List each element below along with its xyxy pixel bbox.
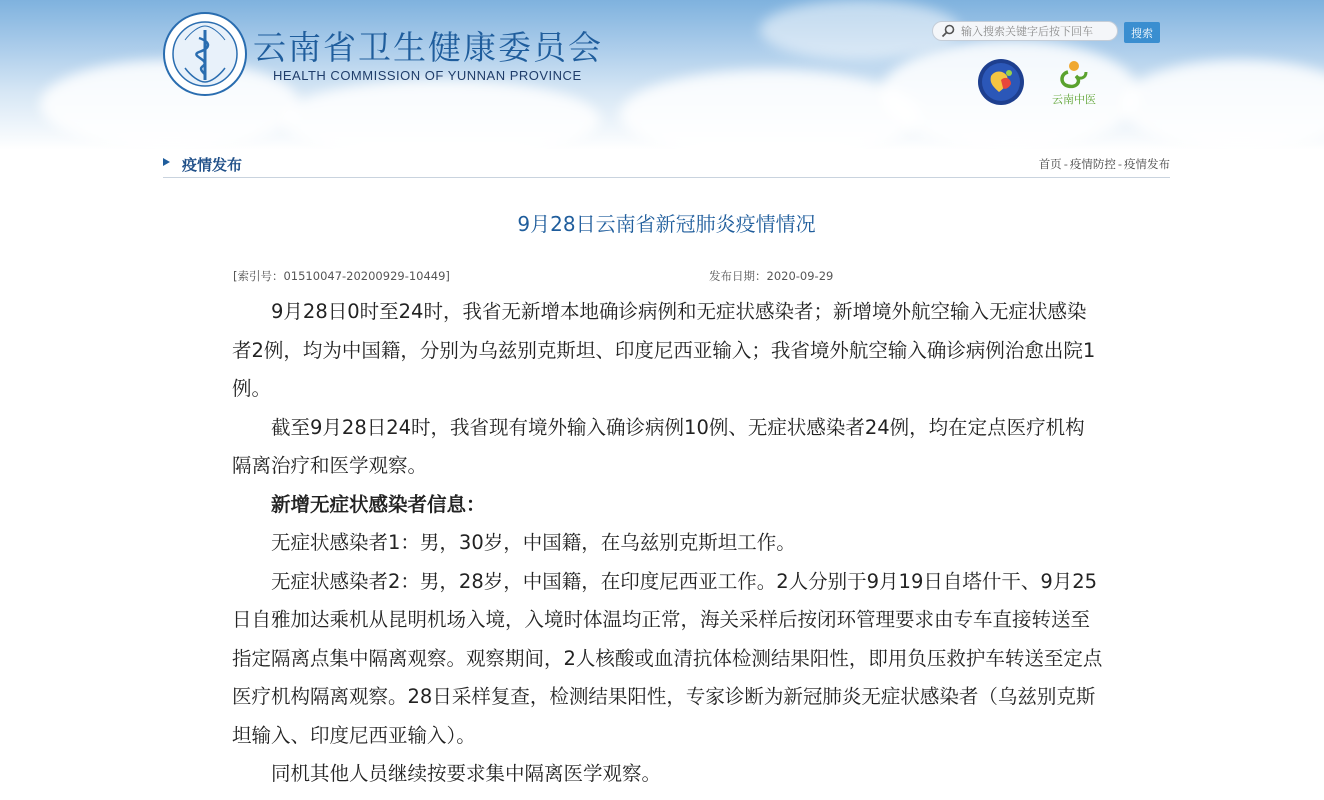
breadcrumb-separator: - bbox=[1117, 157, 1122, 171]
yunnan-tcm-logo-text: 云南中医 bbox=[1052, 93, 1096, 106]
commission-seal-logo[interactable] bbox=[163, 12, 247, 96]
article-publish-date: 发布日期：2020-09-29 bbox=[709, 269, 834, 283]
breadcrumb bbox=[1039, 156, 1170, 172]
article-paragraph: 9月28日0时至24时，我省无新增本地确诊病例和无症状感染者；新增境外航空输入无症状感染者2例，均为中国籍，分别为乌兹别克斯坦、印度尼西亚输入；我省境外航空输入确诊病例治愈出院1例。 bbox=[232, 300, 1096, 400]
article-paragraph: 截至9月28日24时，我省现有境外输入确诊病例10例、无症状感染者24例，均在定点医疗机构隔离治疗和医学观察。 bbox=[232, 415, 1085, 477]
cloud-decoration bbox=[280, 80, 600, 150]
health-badge-icon[interactable] bbox=[977, 58, 1025, 106]
article-paragraph: 无症状感染者2：男，28岁，中国籍，在印度尼西亚工作。2人分别于9月19日自塔什干、9月25日自雅加达乘机从昆明机场入境，入境时体温均正常，海关采样后按闭环管理要求由专车直接转送至指定隔离点集中隔离观察。观察期间，2人核酸或血清抗体检测结果阳性，即用负压救护车转送至定点医疗机构隔离观察。28日采样复查，检测结果阳性，专家诊断为新冠肺炎无症状感染者（乌兹别克斯坦输入、印度尼西亚输入）。 bbox=[232, 569, 1103, 747]
breadcrumb-epidemic-control[interactable]: 疫情防控 bbox=[1069, 157, 1116, 171]
cloud-decoration bbox=[620, 70, 920, 150]
article-body bbox=[232, 293, 1104, 794]
search-icon bbox=[941, 24, 955, 38]
breadcrumb-home[interactable]: 首页 bbox=[1038, 157, 1062, 171]
site-subtitle: HEALTH COMMISSION OF YUNNAN PROVINCE bbox=[273, 68, 582, 83]
cloud-decoration bbox=[1120, 60, 1324, 150]
search-input[interactable] bbox=[961, 23, 1111, 39]
article-paragraph: 同机其他人员继续按要求集中隔离医学观察。 bbox=[271, 762, 662, 785]
site-title[interactable]: 云南省卫生健康委员会 bbox=[253, 28, 603, 67]
search-box bbox=[932, 21, 1118, 41]
cloud-decoration bbox=[760, 0, 960, 60]
triangle-right-icon bbox=[163, 158, 170, 166]
section-bar bbox=[163, 150, 1170, 178]
article-index-number: [索引号：01510047-20200929-10449] bbox=[233, 269, 450, 283]
article-paragraph: 无症状感染者1：男，30岁，中国籍，在乌兹别克斯坦工作。 bbox=[271, 531, 796, 554]
article-subheading: 新增无症状感染者信息： bbox=[271, 492, 486, 516]
breadcrumb-epidemic-release[interactable]: 疫情发布 bbox=[1124, 157, 1170, 171]
article-title: 9月28日云南省新冠肺炎疫情情况 bbox=[517, 212, 816, 236]
section-title: 疫情发布 bbox=[182, 156, 243, 174]
search-button[interactable]: 搜索 bbox=[1124, 22, 1160, 43]
breadcrumb-separator: - bbox=[1063, 157, 1068, 171]
